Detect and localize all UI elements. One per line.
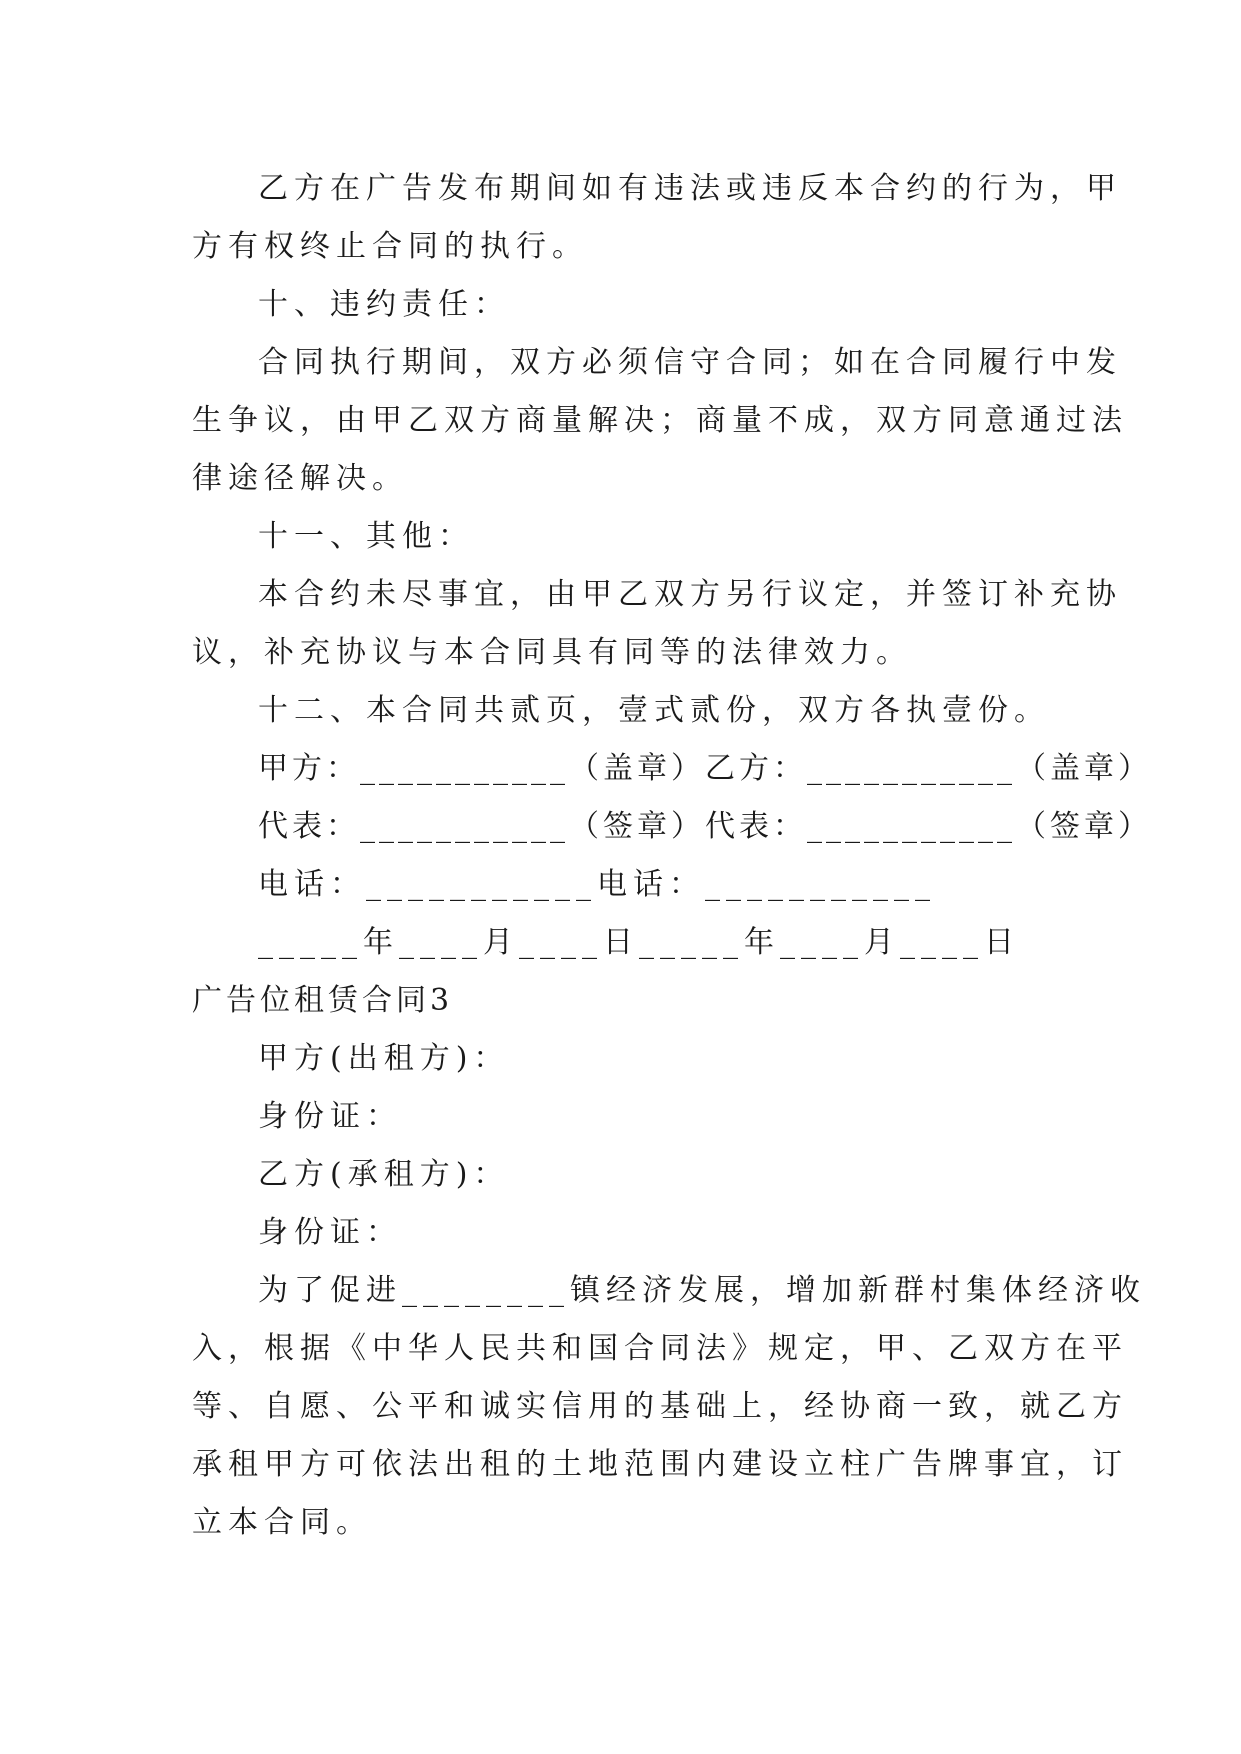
contract-title: 广告位租赁合同3 <box>192 983 454 1018</box>
signature-row-representative <box>192 798 1152 856</box>
signature-left: 甲方：___________（盖章） <box>258 751 705 786</box>
party-a-label: 甲方(出租方)： <box>258 1041 510 1076</box>
paragraph-line: 合同执行期间，双方必须信守合同；如在合同履行中发 <box>258 345 1122 380</box>
party-b-label: 乙方(承租方)： <box>258 1157 510 1192</box>
document-body <box>192 160 1152 1552</box>
signature-row-party <box>192 740 1152 798</box>
signature-row-phone: 电话：___________电话：___________ <box>258 867 936 902</box>
paragraph-line: 本合约未尽事宜，由甲乙双方另行议定，并签订补充协 <box>258 577 1122 612</box>
section-heading: 十二、本合同共贰页，壹式贰份，双方各执壹份。 <box>258 693 1050 728</box>
paragraph-line: 立本合同。 <box>192 1505 372 1540</box>
signature-right: 代表：___________（签章） <box>705 809 1152 844</box>
party-a-id-label: 身份证： <box>258 1099 402 1134</box>
section-heading: 十一、其他： <box>258 519 474 554</box>
paragraph-line: 入，根据《中华人民共和国合同法》规定，甲、乙双方在平 <box>192 1331 1128 1366</box>
section-heading: 十、违约责任： <box>258 287 510 322</box>
signature-right: 乙方：___________（盖章） <box>705 751 1152 786</box>
paragraph-line: 乙方在广告发布期间如有违法或违反本合约的行为，甲 <box>258 171 1122 206</box>
party-b-id-label: 身份证： <box>258 1215 402 1250</box>
paragraph-line: 方有权终止合同的执行。 <box>192 229 588 264</box>
paragraph-line: 议，补充协议与本合同具有同等的法律效力。 <box>192 635 912 670</box>
paragraph-line: 承租甲方可依法出租的土地范围内建设立柱广告牌事宜，订 <box>192 1447 1128 1482</box>
signature-row-date: _____年____月____日_____年____月____日 <box>258 925 1020 960</box>
paragraph-line: 为了促进________镇经济发展，增加新群村集体经济收 <box>258 1273 1146 1308</box>
paragraph-line: 律途径解决。 <box>192 461 408 496</box>
paragraph-line: 生争议，由甲乙双方商量解决；商量不成，双方同意通过法 <box>192 403 1128 438</box>
signature-left: 代表：___________（签章） <box>258 809 705 844</box>
paragraph-line: 等、自愿、公平和诚实信用的基础上，经协商一致，就乙方 <box>192 1389 1128 1424</box>
